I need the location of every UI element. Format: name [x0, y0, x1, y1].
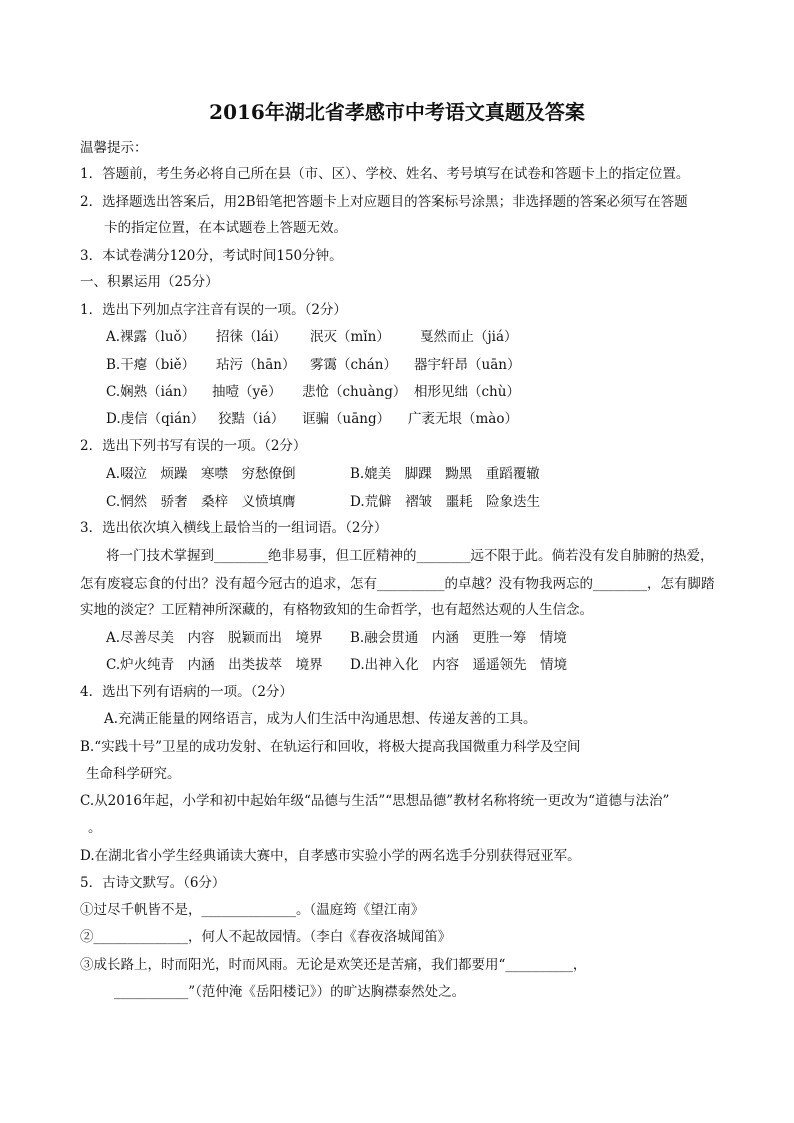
- q1-option-d-3: 诓骗（uāng）: [302, 411, 391, 427]
- q1-option-a-4: 戛然而止（jiá）: [420, 329, 518, 345]
- page-title: 2016年湖北省孝感市中考语文真题及答案: [209, 100, 585, 124]
- q1-option-c-4: 相形见绌（chù）: [414, 384, 520, 400]
- q3-option-a: A.尽善尽美 内容 脱颖而出 境界: [106, 630, 323, 646]
- q4-option-b-cont: 生命科学研究。: [86, 766, 181, 782]
- q4-option-d: D.在湖北省小学生经典诵读大赛中，自孝感市实验小学的两名选手分别获得冠亚军。: [80, 848, 581, 864]
- q1-option-d-2: 狡黠（iá）: [218, 411, 285, 427]
- q5-line-4: ___________”（范仲淹《岳阳楼记》）的旷达胸襟泰然处之。: [114, 984, 466, 1000]
- q1-option-d-1: D.虔信（qián）: [106, 411, 205, 427]
- q2-option-a: A.啜泣 烦躁 寒噤 穷愁僚倒: [106, 466, 296, 482]
- q1-option-b-4: 器宇轩昂（uān）: [414, 357, 521, 373]
- q2-stem: 2．选出下列书写有误的一项。（2分）: [80, 438, 307, 454]
- notice-item-3: 3．本试卷满分120分，考试时间150分钟。: [80, 248, 343, 264]
- q3-passage-line-3: 实地的淡定？工匠精神所深藏的，有格物致知的生命哲学，也有超然达观的人生信念。: [80, 602, 593, 618]
- q1-option-b-1: B.干瘪（biě）: [106, 357, 196, 373]
- q4-option-a: A.充满正能量的网络语言，成为人们生活中沟通思想、传递友善的工具。: [104, 711, 537, 727]
- q5-line-3: ③成长路上，时而阳光，时而风雨。无论是欢笑还是苦痛，我们都要用“__________，: [80, 957, 587, 973]
- q1-stem: 1．选出下列加点字注音有误的一项。（2分）: [80, 302, 347, 318]
- q2-option-c: C.惘然 骄奢 桑梓 义愤填膺: [106, 494, 296, 510]
- notice-heading: 温馨提示：: [80, 140, 148, 156]
- q1-option-a-2: 招徕（lái）: [216, 329, 287, 345]
- q1-option-a-3: 泯灭（mǐn）: [310, 329, 390, 345]
- q3-option-d: D.出神入化 内容 遥遥领先 情境: [350, 657, 568, 673]
- q1-option-b-3: 雾霭（chán）: [310, 357, 397, 373]
- q1-option-b-2: 玷污（hān）: [216, 357, 296, 373]
- q4-stem: 4．选出下列有语病的一项。（2分）: [80, 684, 293, 700]
- q3-stem: 3．选出依次填入横线上最恰当的一组词语。（2分）: [80, 520, 388, 536]
- q4-option-c: C.从2016年起，小学和初中起始年级“品德与生活”“思想品德”教材名称将统一更改为“道德与法治”: [80, 793, 670, 809]
- notice-item-1: 1．答题前，考生务必将自己所在县（市、区）、学校、姓名、考号填写在试卷和答题卡上的指定位置。: [80, 166, 690, 182]
- q5-stem: 5．古诗文默写。（6分）: [80, 875, 226, 891]
- q4-option-b: B.“实践十号”卫星的成功发射、在轨运行和回收，将极大提高我国微重力科学及空间: [80, 739, 581, 755]
- notice-item-2: 2．选择题选出答案后，用2B铅笔把答题卡上对应题目的答案标号涂黑；非选择题的答案必须写在答题: [80, 194, 688, 210]
- q1-option-c-3: 悲怆（chuàng）: [302, 384, 407, 400]
- q4-option-c-cont: 。: [88, 820, 102, 836]
- q3-option-b: B.融会贯通 内涵 更胜一筹 情境: [350, 630, 567, 646]
- q2-option-b: B.媲美 脚踝 黝黑 重蹈覆辙: [350, 466, 540, 482]
- q1-option-c-2: 抽噎（yē）: [212, 384, 282, 400]
- q1-option-a-1: A.裸露（luǒ）: [106, 329, 196, 345]
- q1-option-d-4: 广袤无垠（mào）: [408, 411, 518, 427]
- notice-item-2-cont: 卡的指定位置，在本试题卷上答题无效。: [104, 220, 347, 236]
- q3-option-c: C.炉火纯青 内涵 出类拔萃 境界: [106, 657, 323, 673]
- q5-line-1: ①过尽千帆皆不是，______________。（温庭筠《望江南》: [80, 902, 425, 918]
- q1-option-c-1: C.娴熟（ián）: [106, 384, 196, 400]
- q3-passage-line-1: 将一门技术掌握到________绝非易事，但工匠精神的________远不限于此。倘若没有发自肺腑的热爱，: [106, 548, 714, 564]
- q3-passage-line-2: 怎有废寝忘食的付出？没有超今冠古的追求，怎有__________的卓越？没有物我两忘的________，怎有脚踏: [80, 576, 715, 592]
- q5-line-2: ②______________，何人不起故园情。（李白《春夜洛城闻笛》: [80, 929, 452, 945]
- section-heading: 一、积累运用（25分）: [80, 274, 219, 290]
- q2-option-d: D.荒僻 褶皱 噩耗 险象迭生: [350, 494, 541, 510]
